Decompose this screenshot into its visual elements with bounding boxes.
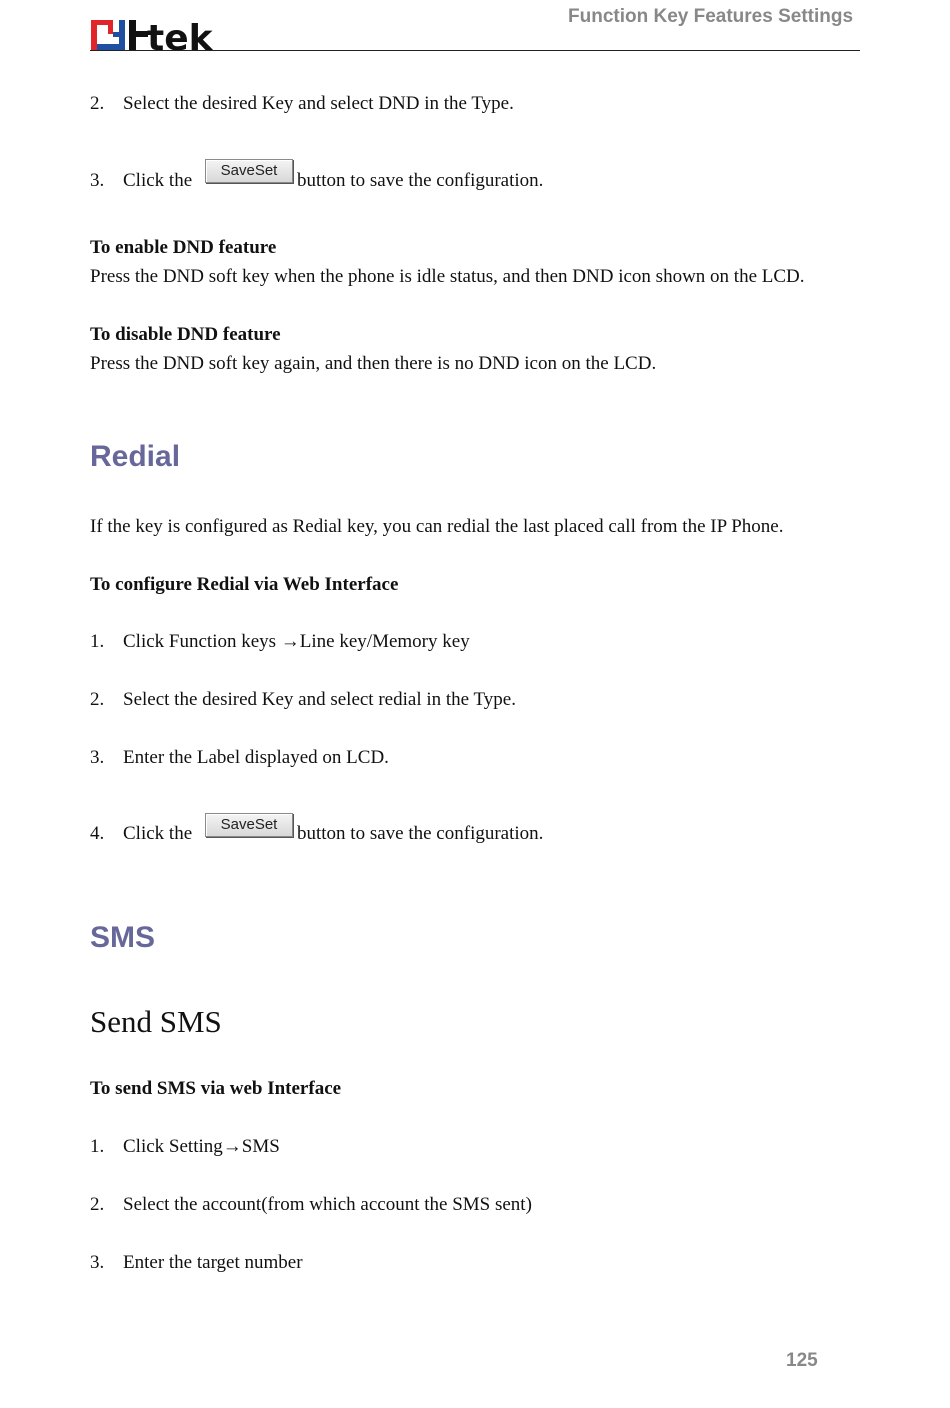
step-text: Select the desired Key and select redial in the Type. xyxy=(123,689,516,710)
enable-dnd-text: Press the DND soft key when the phone is idle status, and then DND icon shown on the LCD. xyxy=(90,266,805,287)
step-text: Click Function keys →Line key/Memory key xyxy=(123,631,470,652)
redial-step-4 xyxy=(90,822,192,846)
redial-step-2 xyxy=(90,688,516,712)
saveset-button[interactable]: SaveSet xyxy=(205,159,293,183)
redial-step-4-suffix: button to save the configuration. xyxy=(297,823,544,844)
enable-dnd-heading: To enable DND feature xyxy=(90,237,277,258)
svg-text:tek: tek xyxy=(147,18,213,54)
step-text: Click the xyxy=(123,170,193,191)
step-text: Click Setting→SMS xyxy=(123,1136,280,1157)
sms-step-3 xyxy=(90,1251,303,1275)
redial-heading: Redial xyxy=(90,440,181,473)
step-text: Enter the Label displayed on LCD. xyxy=(123,747,389,768)
redial-web-heading: To configure Redial via Web Interface xyxy=(90,574,399,595)
step-number: 4. xyxy=(90,823,105,844)
header-divider xyxy=(90,50,860,51)
step-number: 3. xyxy=(90,1252,105,1273)
step-number: 3. xyxy=(90,170,105,191)
redial-intro: If the key is configured as Redial key, you can redial the last placed call from the IP Phone. xyxy=(90,516,784,537)
step-number: 2. xyxy=(90,93,105,114)
step-number: 2. xyxy=(90,689,105,710)
sms-step-1 xyxy=(90,1135,280,1159)
saveset-button[interactable]: SaveSet xyxy=(205,813,293,837)
dnd-step-3 xyxy=(90,169,192,193)
redial-step-3 xyxy=(90,746,389,770)
sms-step-2 xyxy=(90,1193,532,1217)
page-number: 125 xyxy=(786,1350,818,1371)
step-text: Select the desired Key and select DND in the Type. xyxy=(123,93,514,114)
disable-dnd-heading: To disable DND feature xyxy=(90,324,281,345)
step-text: Select the account(from which account the SMS sent) xyxy=(123,1194,532,1215)
step-number: 1. xyxy=(90,631,105,652)
redial-step-1 xyxy=(90,630,470,654)
step-number: 2. xyxy=(90,1194,105,1215)
dnd-step-3-suffix: button to save the configuration. xyxy=(297,170,544,191)
step-number: 1. xyxy=(90,1136,105,1157)
sms-web-heading: To send SMS via web Interface xyxy=(90,1078,342,1099)
disable-dnd-text: Press the DND soft key again, and then there is no DND icon on the LCD. xyxy=(90,353,657,374)
htek-logo-graphic xyxy=(89,16,257,54)
sms-heading: SMS xyxy=(90,921,156,954)
header-title: Function Key Features Settings xyxy=(568,6,854,27)
step-text: Enter the target number xyxy=(123,1252,303,1273)
step-number: 3. xyxy=(90,747,105,768)
htek-logo xyxy=(89,16,257,54)
send-sms-heading: Send SMS xyxy=(90,1004,222,1039)
dnd-step-2 xyxy=(90,92,514,116)
step-text: Click the xyxy=(123,823,193,844)
